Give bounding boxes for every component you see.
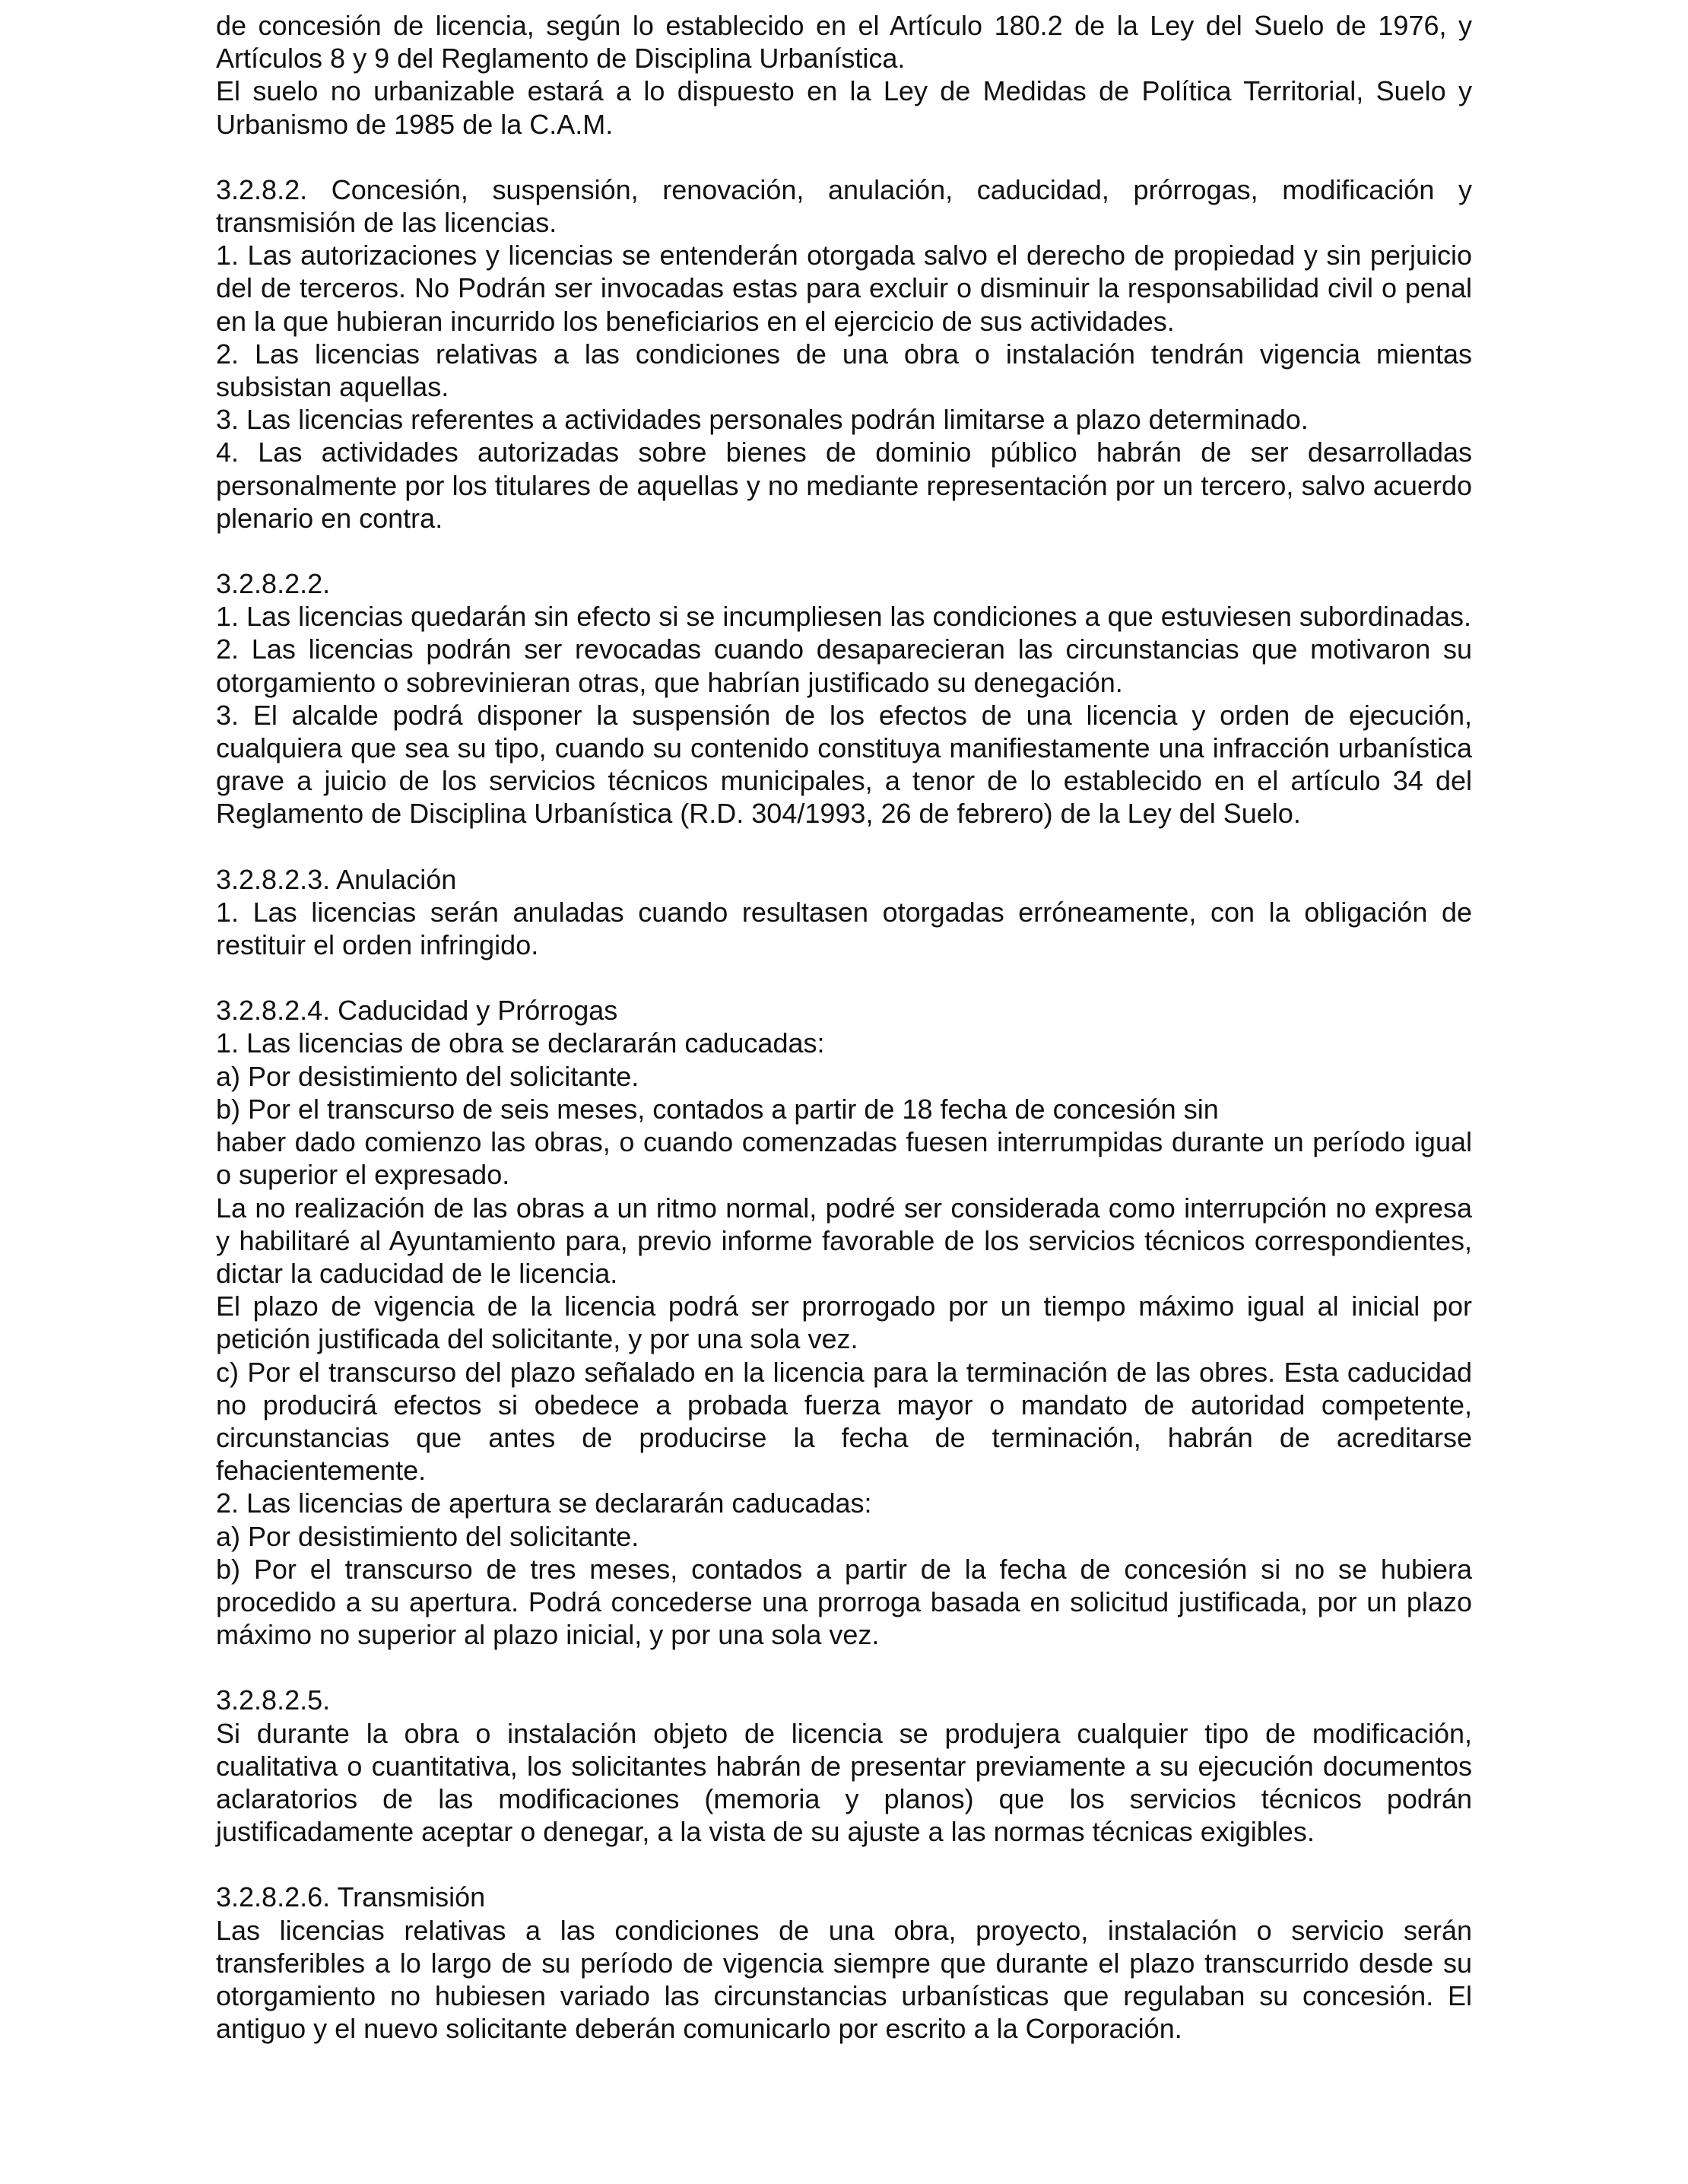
section-heading: 3.2.8.2. Concesión, suspensión, renovación, anulación, caducidad, prórrogas, modificación y transmisión de las licencias. — [216, 173, 1472, 239]
section-3-2-8-2-5 — [216, 1684, 1472, 1848]
intro-paragraph-2: El suelo no urbanizable estará a lo dispuesto en la Ley de Medidas de Política Territorial, Suelo y Urbanismo de 1985 de la C.A.M. — [216, 75, 1472, 140]
list-item: a) Por desistimiento del solicitante. — [216, 1520, 639, 1552]
list-item: haber dado comienzo las obras, o cuando comenzadas fuesen interrumpidas durante un período igual o superior el expresado. — [216, 1126, 1472, 1191]
section-heading: 3.2.8.2.2. — [216, 568, 331, 600]
section-heading: 3.2.8.2.4. Caducidad y Prórrogas — [216, 995, 618, 1027]
section-3-2-8-2-6 — [216, 1881, 1472, 2045]
section-3-2-8-2-3 — [216, 863, 1472, 962]
list-item: 3. El alcalde podrá disponer la suspensión de los efectos de una licencia y orden de ejecución, cualquiera que sea su tipo, cuando su contenido constituya manifiestamente una infracción urbanística grave a juicio de los servicios técnicos municipales, a tenor de lo establecido en el artículo 34 del Reglamento de Disciplina Urbanística (R.D. 304/1993, 26 de febrero) de la Ley del Suelo. — [216, 699, 1472, 830]
section-heading: 3.2.8.2.5. — [216, 1684, 331, 1716]
section-3-2-8-2-4 — [216, 994, 1472, 1651]
list-item: El plazo de vigencia de la licencia podrá ser prorrogado por un tiempo máximo igual al inicial por petición justificada del solicitante, y por una sola vez. — [216, 1290, 1472, 1355]
list-item: 4. Las actividades autorizadas sobre bienes de dominio público habrán de ser desarrolladas personalmente por los titulares de aquellas y no mediante representación por un tercero, salvo acuerdo plenario en contra. — [216, 436, 1472, 534]
list-item: 1. Las licencias quedarán sin efecto si se incumpliesen las condiciones a que estuviesen subordinadas. — [216, 601, 1472, 633]
section-heading: 3.2.8.2.3. Anulación — [216, 863, 457, 895]
list-item: a) Por desistimiento del solicitante. — [216, 1060, 639, 1092]
section-3-2-8-2-2 — [216, 567, 1472, 830]
section-3-2-8-2 — [216, 173, 1472, 535]
list-item: b) Por el transcurso de seis meses, contados a partir de 18 fecha de concesión sin — [216, 1093, 1219, 1125]
list-item: La no realización de las obras a un ritmo normal, podré ser considerada como interrupción no expresa y habilitaré al Ayuntamiento para, previo informe favorable de los servicios técnicos correspondientes, dictar la caducidad de le licencia. — [216, 1192, 1472, 1289]
list-item: c) Por el transcurso del plazo señalado en la licencia para la terminación de las obres. Esta caducidad no producirá efectos si obedece a probada fuerza mayor o mandato de autoridad competente, circunstancias que antes de producirse la fecha de terminación, habrán de acreditarse fehacientemente. — [216, 1356, 1472, 1487]
intro-section — [216, 9, 1472, 141]
list-item: 2. Las licencias relativas a las condiciones de una obra o instalación tendrán vigencia mientas subsistan aquellas. — [216, 338, 1472, 403]
list-item: 1. Las licencias serán anuladas cuando resultasen otorgadas erróneamente, con la obligación de restituir el orden infringido. — [216, 896, 1472, 961]
list-item: b) Por el transcurso de tres meses, contados a partir de la fecha de concesión si no se hubiera procedido a su apertura. Podrá concederse una prorroga basada en solicitud justificada, por un plazo máximo no superior al plazo inicial, y por una sola vez. — [216, 1553, 1472, 1651]
section-heading: 3.2.8.2.6. Transmisión — [216, 1881, 486, 1913]
list-item: 2. Las licencias de apertura se declararán caducadas: — [216, 1487, 872, 1519]
document-page — [216, 9, 1472, 2045]
list-item: 1. Las licencias de obra se declararán caducadas: — [216, 1027, 825, 1059]
section-body: Si durante la obra o instalación objeto de licencia se produjera cualquier tipo de modificación, cualitativa o cuantitativa, los solicitantes habrán de presentar previamente a su ejecución documentos aclaratorios de las modificaciones (memoria y planos) que los servicios técnicos podrán justificadamente aceptar o denegar, a la vista de su ajuste a las normas técnicas exigibles. — [216, 1717, 1472, 1848]
section-body: Las licencias relativas a las condiciones de una obra, proyecto, instalación o servicio serán transferibles a lo largo de su período de vigencia siempre que durante el plazo transcurrido desde su otorgamiento no hubiesen variado las circunstancias urbanísticas que regulaban su concesión. El antiguo y el nuevo solicitante deberán comunicarlo por escrito a la Corporación. — [216, 1914, 1472, 2045]
list-item: 1. Las autorizaciones y licencias se entenderán otorgada salvo el derecho de propiedad y sin perjuicio del de terceros. No Podrán ser invocadas estas para excluir o disminuir la responsabilidad civil o penal en la que hubieran incurrido los beneficiarios en el ejercicio de sus actividades. — [216, 240, 1472, 337]
list-item: 3. Las licencias referentes a actividades personales podrán limitarse a plazo determinado. — [216, 404, 1309, 436]
intro-paragraph-1: de concesión de licencia, según lo establecido en el Artículo 180.2 de la Ley del Suelo de 1976, y Artículos 8 y 9 del Reglamento de Disciplina Urbanística. — [216, 10, 1472, 75]
list-item: 2. Las licencias podrán ser revocadas cuando desaparecieran las circunstancias que motivaron su otorgamiento o sobrevinieran otras, que habrían justificado su denegación. — [216, 633, 1472, 698]
